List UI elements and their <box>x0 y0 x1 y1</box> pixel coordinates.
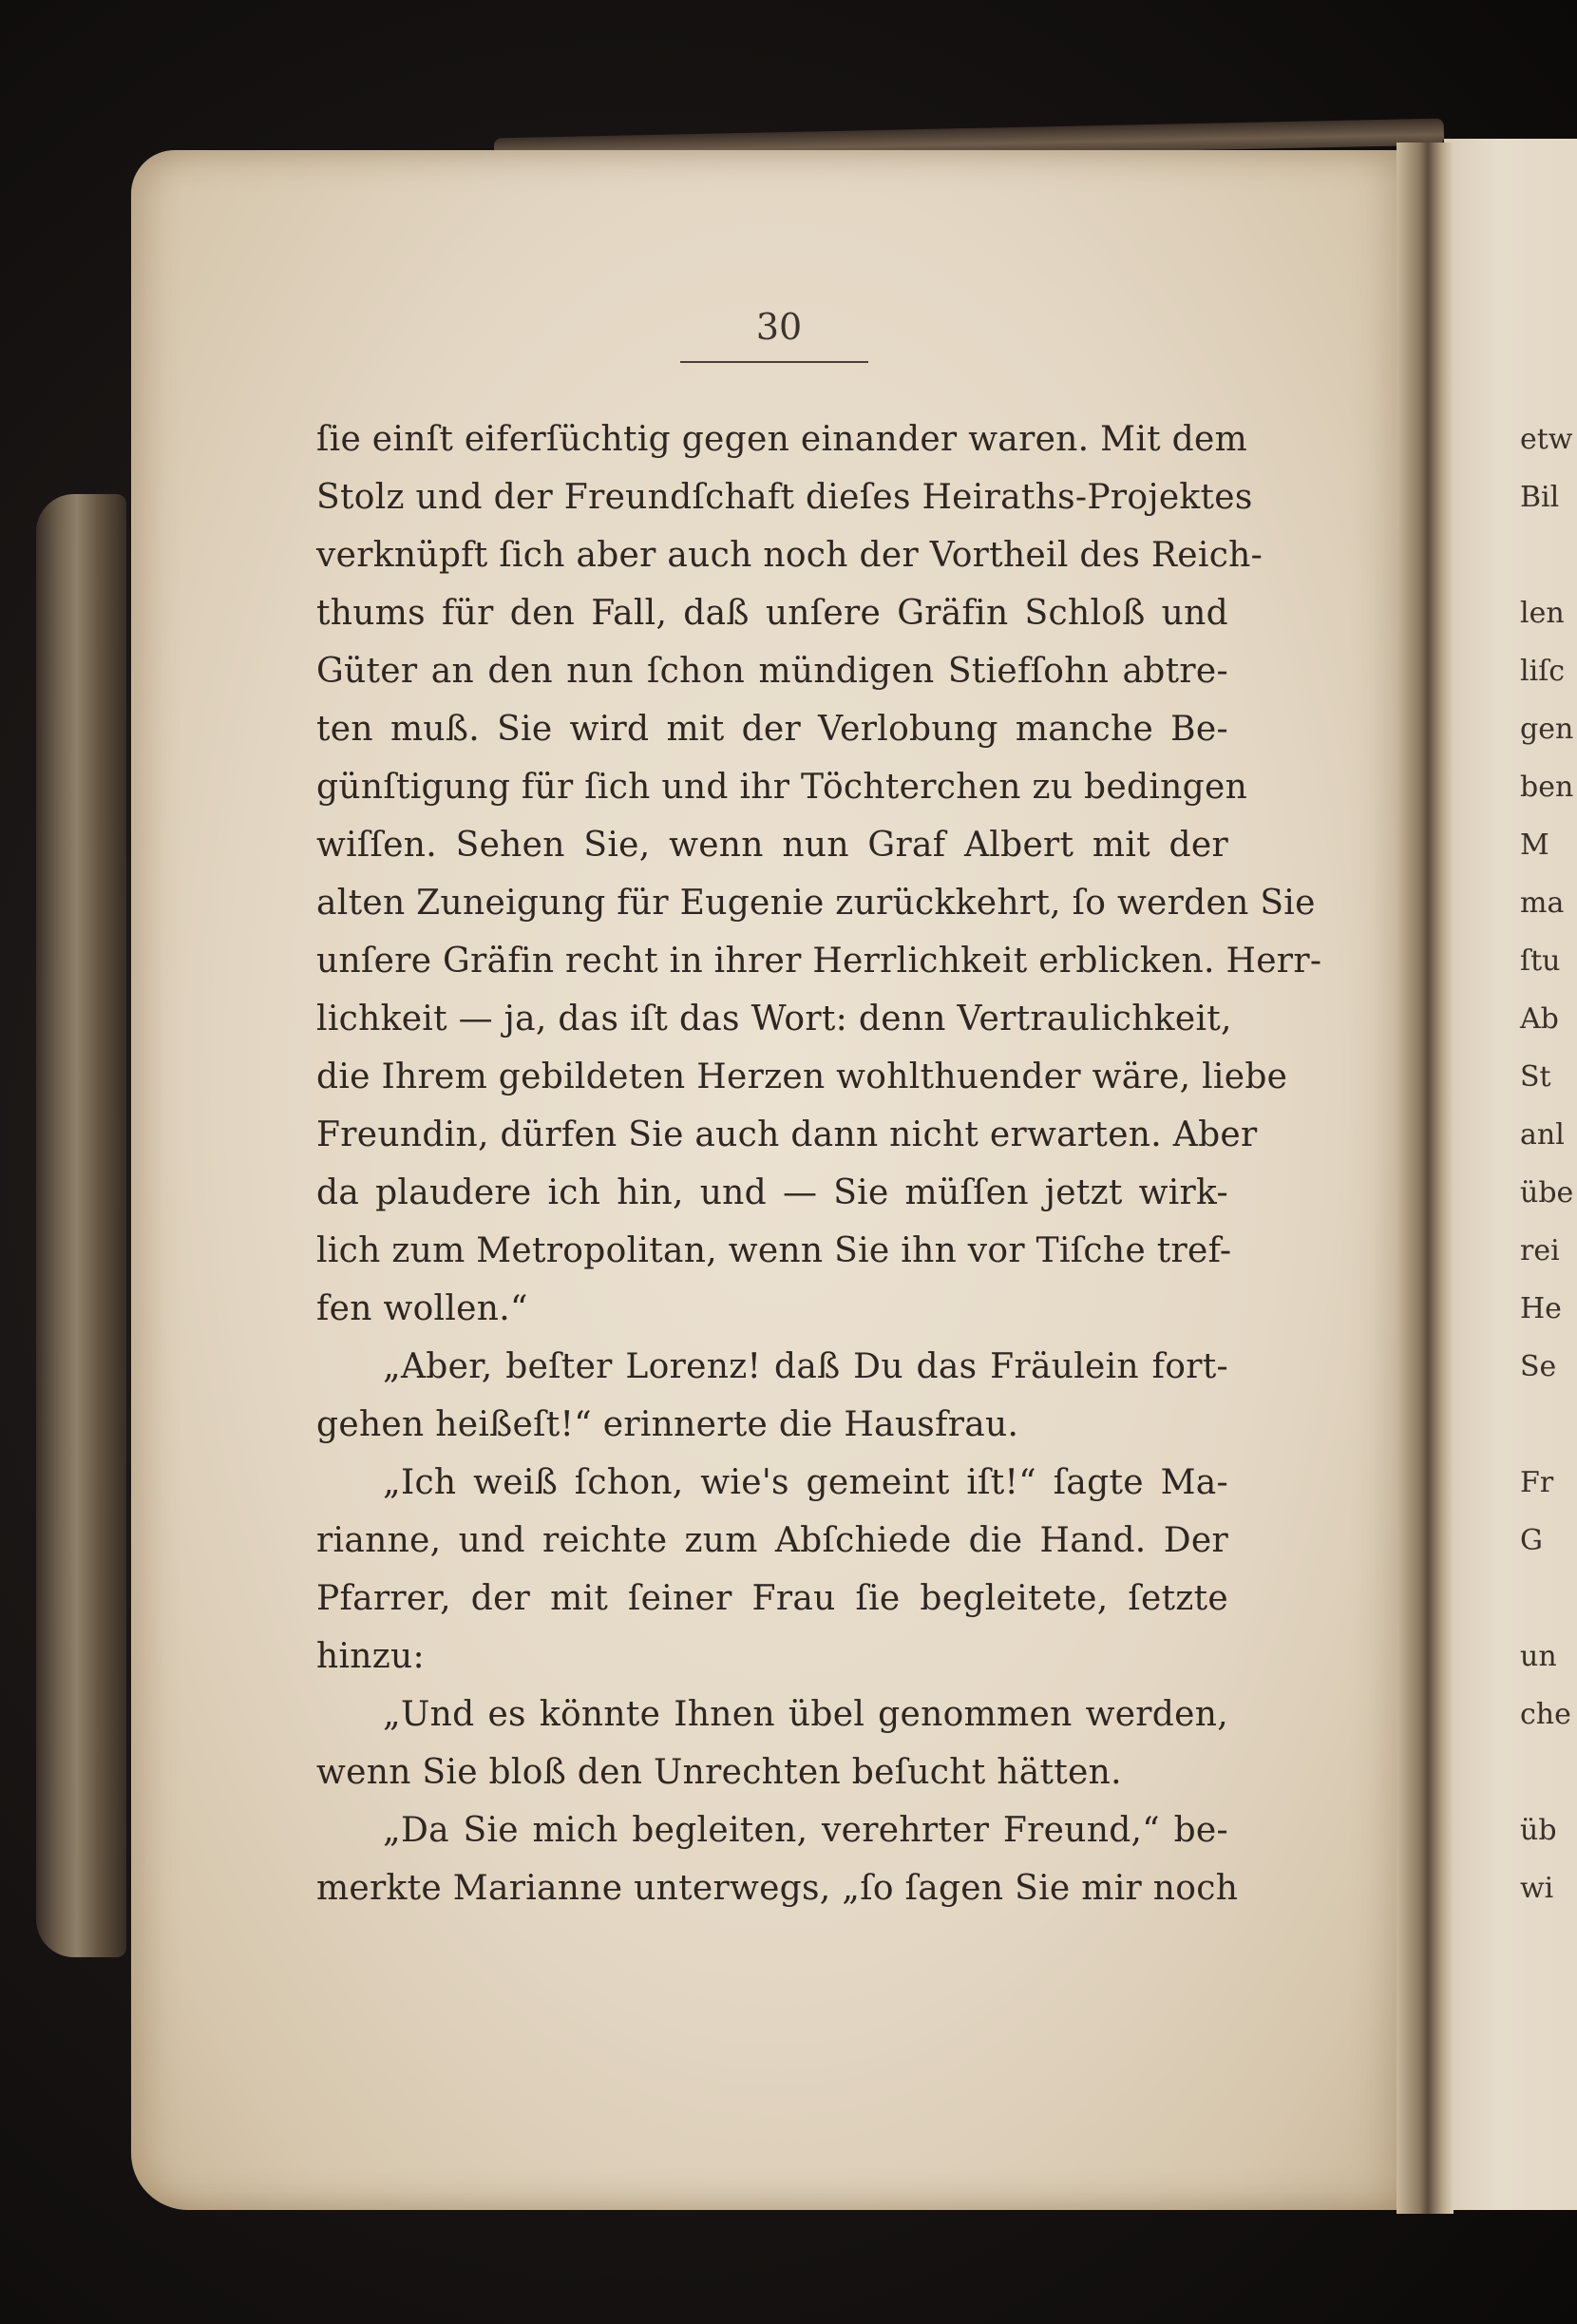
right-page-fragment: gen <box>1520 713 1574 746</box>
right-page-fragment: wi <box>1520 1872 1554 1905</box>
right-page-text <box>1520 410 1574 1917</box>
text-line: Freundin, dürfen Sie auch dann nicht erwarten. Aber <box>316 1115 1258 1154</box>
text-line: fen wollen.“ <box>316 1289 528 1328</box>
right-page-fragment: ben <box>1520 771 1574 804</box>
right-page-fragment: un <box>1520 1640 1557 1673</box>
book-gutter <box>1396 143 1454 2214</box>
text-line: „Und es könnte Ihnen übel genommen werden, <box>383 1695 1228 1734</box>
text-line: Stolz und der Freundſchaft dieſes Heiraths-Projektes <box>316 478 1253 517</box>
text-line: merkte Marianne unterwegs, „ſo ſagen Sie mir noch <box>316 1869 1239 1908</box>
text-line: wenn Sie bloß den Unrechten beſucht hätten. <box>316 1753 1122 1792</box>
text-line: alten Zuneigung für Eugenie zurückkehrt, ſo werden Sie <box>316 884 1316 923</box>
right-page-fragment: rei <box>1520 1234 1560 1267</box>
text-line: wiſſen. Sehen Sie, wenn nun Graf Albert mit der <box>316 826 1228 865</box>
text-line: ſie einſt eiferſüchtig gegen einander waren. Mit dem <box>316 420 1248 459</box>
right-page-fragment: St <box>1520 1060 1551 1094</box>
text-line: hinzu: <box>316 1637 425 1676</box>
right-page-fragment: Se <box>1520 1350 1557 1383</box>
right-page-fragment: len <box>1520 597 1565 630</box>
right-page-fragment: übe <box>1520 1176 1574 1210</box>
text-line: die Ihrem gebildeten Herzen wohlthuender wäre, liebe <box>316 1057 1288 1096</box>
text-line: rianne, und reichte zum Abſchiede die Hand. Der <box>316 1521 1228 1560</box>
right-page-fragment <box>1520 1570 1554 1628</box>
text-line: lichkeit — ja, das iſt das Wort: denn Vertraulichkeit, <box>316 1000 1232 1038</box>
right-page-fragment <box>1520 1396 1554 1454</box>
page-number: 30 <box>755 306 803 348</box>
text-line: da plaudere ich hin, und — Sie müſſen jetzt wirk- <box>316 1173 1228 1212</box>
right-page-fragment: He <box>1520 1292 1562 1325</box>
text-line: „Aber, beſter Lorenz! daß Du das Fräulein fort- <box>383 1347 1228 1386</box>
right-page-fragment: anl <box>1520 1118 1565 1152</box>
right-page-fragment: ma <box>1520 886 1565 920</box>
right-page-fragment: Bil <box>1520 481 1560 514</box>
right-page-fragment: liſc <box>1520 655 1566 688</box>
right-page-fragment: M <box>1520 829 1549 862</box>
right-page-fragment: ſtu <box>1520 944 1561 978</box>
right-page-fragment: üb <box>1520 1814 1557 1847</box>
text-line: „Ich weiß ſchon, wie's gemeint iſt!“ ſagte Ma- <box>383 1463 1228 1502</box>
book-spine <box>36 494 126 1957</box>
text-line: gehen heißeſt!“ erinnerte die Hausfrau. <box>316 1405 1019 1444</box>
right-page-fragment: G <box>1520 1524 1543 1557</box>
right-page-fragment: Ab <box>1520 1002 1559 1036</box>
right-page-fragment <box>1520 1743 1554 1801</box>
right-page-fragment <box>1520 526 1554 584</box>
text-line: verknüpft ſich aber auch noch der Vortheil des Reich- <box>316 536 1264 575</box>
text-line: günſtigung für ſich und ihr Töchterchen zu bedingen <box>316 768 1248 807</box>
text-line: „Da Sie mich begleiten, verehrter Freund,“ be- <box>383 1811 1228 1850</box>
right-page-fragment: etw <box>1520 423 1573 456</box>
text-line: lich zum Metropolitan, wenn Sie ihn vor Tiſche tref- <box>316 1231 1232 1270</box>
text-line: unſere Gräfin recht in ihrer Herrlichkeit erblicken. Herr- <box>316 942 1322 981</box>
page-number-rule <box>680 361 868 363</box>
text-line: Güter an den nun ſchon mündigen Stiefſohn abtre- <box>316 652 1228 691</box>
right-page-fragment: Fr <box>1520 1466 1554 1499</box>
text-line: ten muß. Sie wird mit der Verlobung manche Be- <box>316 710 1228 749</box>
text-line: thums für den Fall, daß unſere Gräfin Schloß und <box>316 594 1228 633</box>
right-page-fragment: che <box>1520 1698 1571 1731</box>
text-line: Pfarrer, der mit ſeiner Frau ſie begleitete, ſetzte <box>316 1579 1228 1618</box>
page-text <box>316 410 1322 1917</box>
